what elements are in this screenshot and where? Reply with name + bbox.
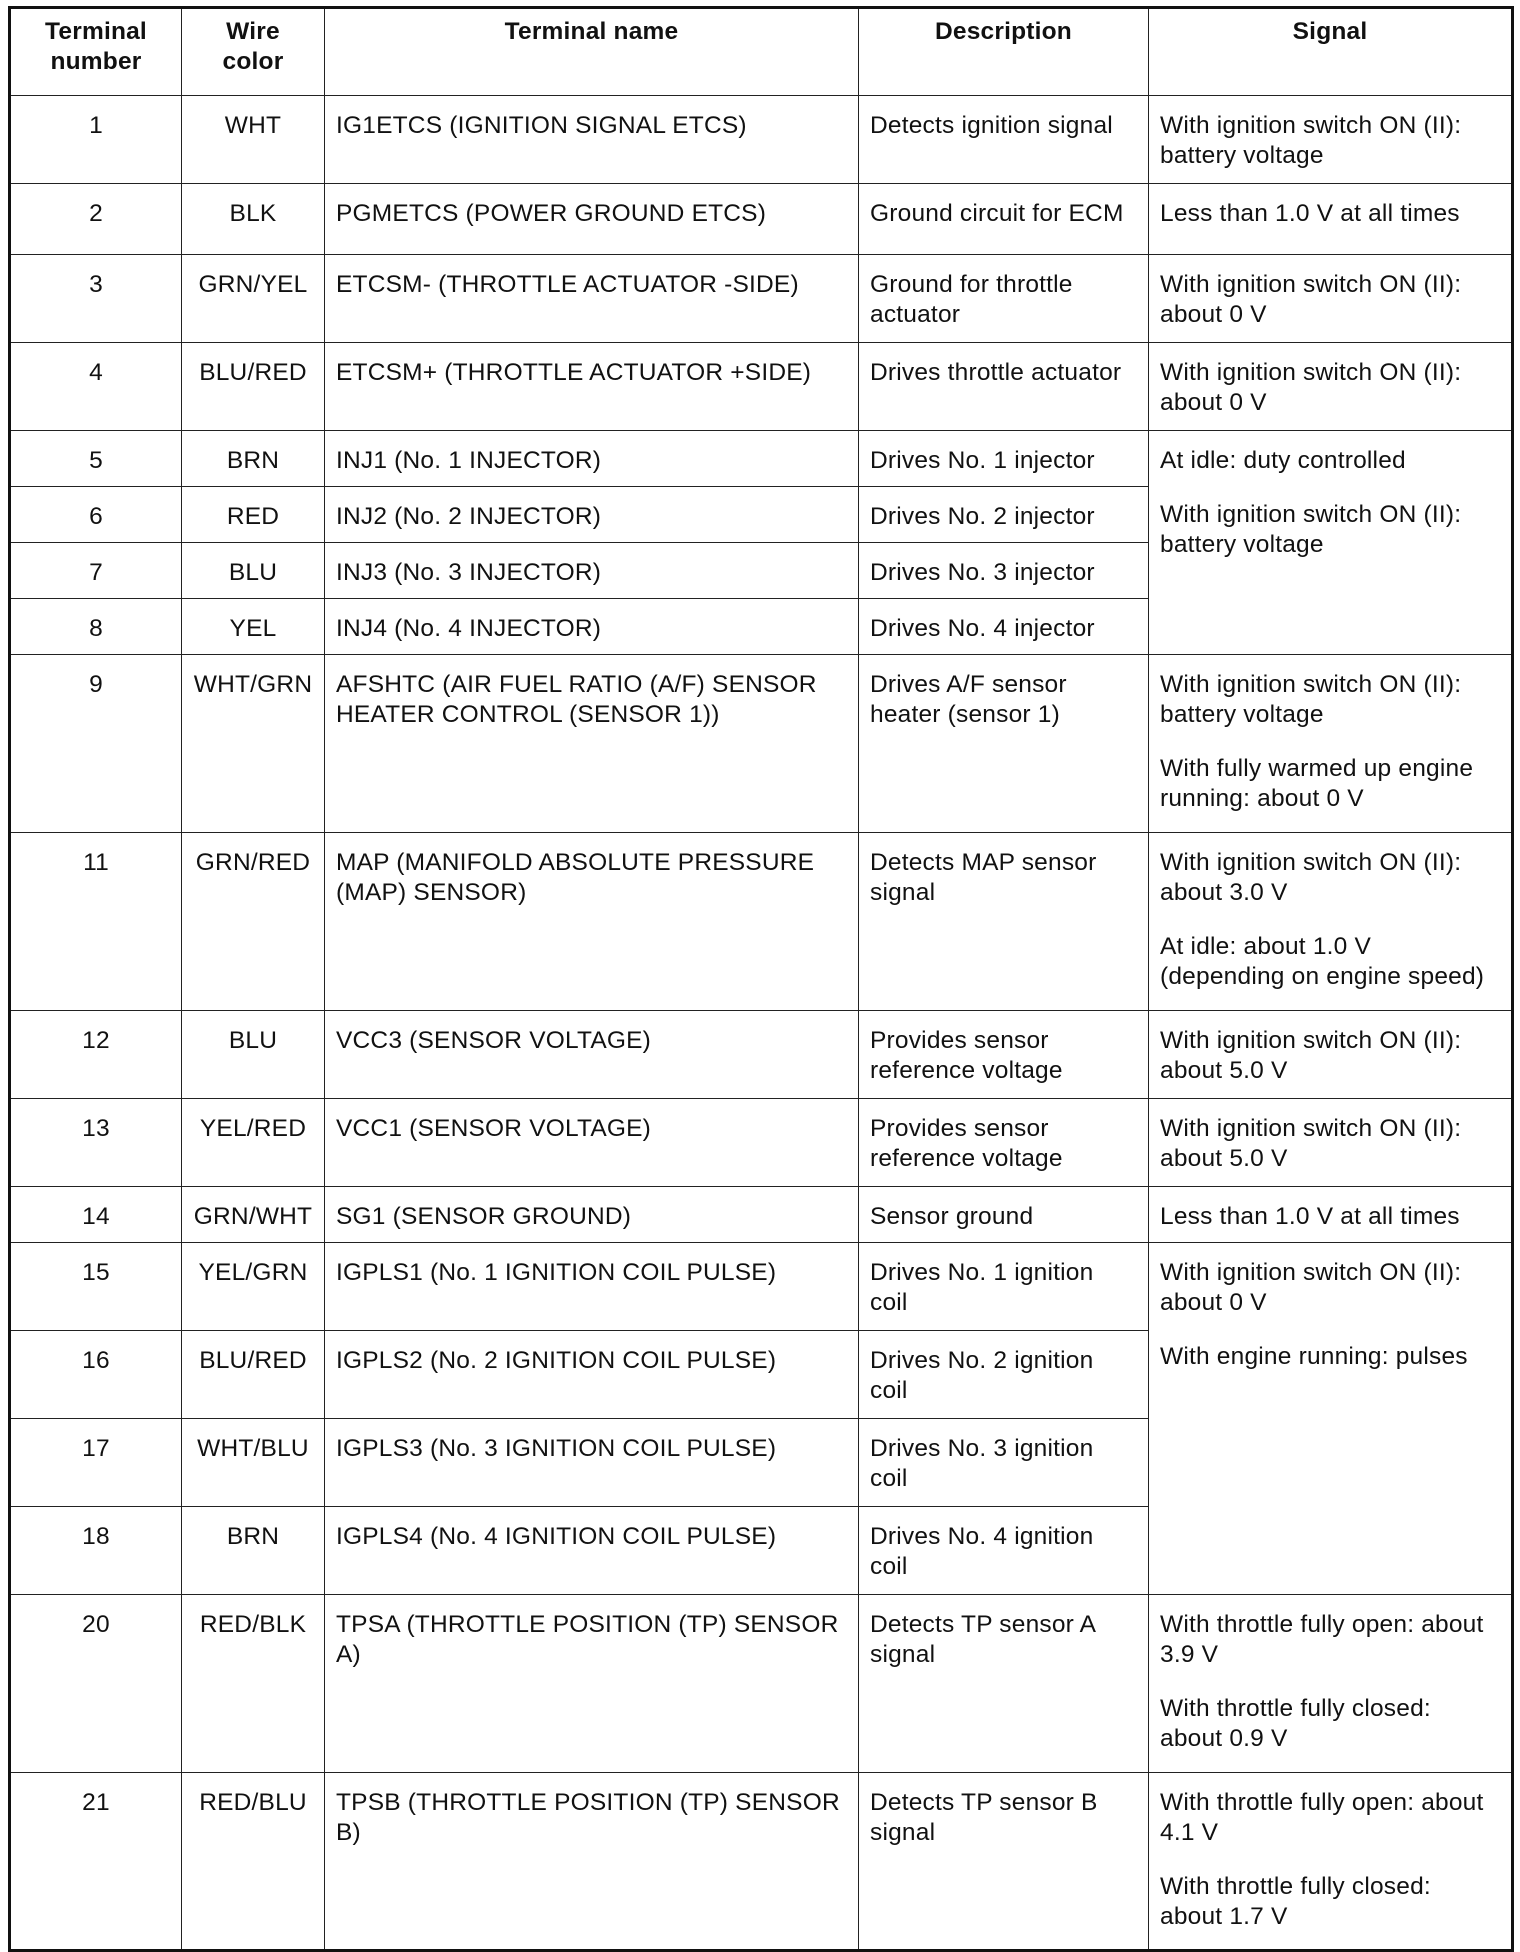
table-row [10,833,1513,1011]
terminal-number-cell: 14 [10,1187,182,1243]
description-cell: Drives No. 4 ignition coil [859,1507,1149,1595]
signal-cell [1149,1773,1513,1951]
terminal-name-cell: VCC1 (SENSOR VOLTAGE) [325,1099,859,1187]
table-row [10,184,1513,255]
table-row [10,96,1513,184]
description-cell: Provides sensor reference voltage [859,1011,1149,1099]
signal-cell [1149,96,1513,184]
signal-cell [1149,833,1513,1011]
signal-cell [1149,255,1513,343]
wire-color-cell: YEL/RED [182,1099,325,1187]
signal-cell [1149,1099,1513,1187]
description-cell: Detects TP sensor A signal [859,1595,1149,1773]
description-cell: Drives No. 2 ignition coil [859,1331,1149,1419]
description-cell: Drives No. 3 injector [859,543,1149,599]
signal-line: With ignition switch ON (II): about 5.0 V [1160,1027,1462,1084]
signal-line: At idle: about 1.0 V (depending on engine speed) [1160,933,1485,990]
terminal-number-cell: 5 [10,431,182,487]
header-terminal-name: Terminal name [325,8,859,96]
terminal-name-cell: PGMETCS (POWER GROUND ETCS) [325,184,859,255]
terminal-number-cell: 3 [10,255,182,343]
signal-cell [1149,184,1513,255]
table-row [10,343,1513,431]
wire-color-cell: RED/BLU [182,1773,325,1951]
terminal-name-cell: IGPLS3 (No. 3 IGNITION COIL PULSE) [325,1419,859,1507]
description-cell: Drives No. 3 ignition coil [859,1419,1149,1507]
header-signal: Signal [1149,8,1513,96]
wire-color-cell: GRN/RED [182,833,325,1011]
wire-color-cell: BLK [182,184,325,255]
terminal-name-cell: INJ4 (No. 4 INJECTOR) [325,599,859,655]
wire-color-cell: BLU/RED [182,343,325,431]
terminal-number-cell: 12 [10,1011,182,1099]
table-row [10,1773,1513,1951]
table-row [10,255,1513,343]
terminal-number-cell: 7 [10,543,182,599]
wire-color-cell: YEL/GRN [182,1243,325,1331]
table-body [10,96,1513,1951]
header-terminal-number: Terminal number [10,8,182,96]
terminal-number-cell: 9 [10,655,182,833]
wire-color-cell: WHT/BLU [182,1419,325,1507]
signal-cell [1149,1011,1513,1099]
terminal-number-cell: 8 [10,599,182,655]
description-cell: Drives No. 1 injector [859,431,1149,487]
signal-line: With ignition switch ON (II): battery voltage [1160,112,1462,169]
terminal-name-cell: IGPLS1 (No. 1 IGNITION COIL PULSE) [325,1243,859,1331]
wire-color-cell: GRN/WHT [182,1187,325,1243]
terminal-number-cell: 13 [10,1099,182,1187]
terminal-number-cell: 4 [10,343,182,431]
table-row [10,655,1513,833]
terminal-number-cell: 17 [10,1419,182,1507]
terminal-number-cell: 11 [10,833,182,1011]
signal-line: At idle: duty controlled [1160,447,1406,474]
terminal-name-cell: IGPLS4 (No. 4 IGNITION COIL PULSE) [325,1507,859,1595]
description-cell: Drives No. 2 injector [859,487,1149,543]
signal-line: With ignition switch ON (II): about 0 V [1160,1259,1462,1316]
signal-line: With throttle fully closed: about 0.9 V [1160,1695,1431,1752]
table-row [10,1187,1513,1243]
terminal-name-cell: IG1ETCS (IGNITION SIGNAL ETCS) [325,96,859,184]
terminal-number-cell: 16 [10,1331,182,1419]
signal-line: With ignition switch ON (II): about 3.0 V [1160,849,1462,906]
wire-color-cell: BLU [182,543,325,599]
table-row [10,431,1513,487]
terminal-name-cell: MAP (MANIFOLD ABSOLUTE PRESSURE (MAP) SENSOR) [325,833,859,1011]
description-cell: Detects MAP sensor signal [859,833,1149,1011]
header-row [10,8,1513,96]
terminal-number-cell: 21 [10,1773,182,1951]
terminal-number-cell: 20 [10,1595,182,1773]
table-row [10,1595,1513,1773]
signal-cell [1149,1595,1513,1773]
table-row [10,1011,1513,1099]
wire-color-cell: WHT/GRN [182,655,325,833]
terminal-number-cell: 15 [10,1243,182,1331]
terminal-name-cell: ETCSM+ (THROTTLE ACTUATOR +SIDE) [325,343,859,431]
description-cell: Sensor ground [859,1187,1149,1243]
signal-line: With fully warmed up engine running: about 0 V [1160,755,1474,812]
header-description: Description [859,8,1149,96]
signal-line: With throttle fully open: about 4.1 V [1160,1789,1484,1846]
signal-cell [1149,343,1513,431]
terminal-name-cell: INJ1 (No. 1 INJECTOR) [325,431,859,487]
wire-color-cell: BLU [182,1011,325,1099]
signal-line: With engine running: pulses [1160,1343,1468,1370]
description-cell: Drives A/F sensor heater (sensor 1) [859,655,1149,833]
terminal-name-cell: ETCSM- (THROTTLE ACTUATOR -SIDE) [325,255,859,343]
signal-line: With throttle fully closed: about 1.7 V [1160,1873,1431,1930]
wire-color-cell: YEL [182,599,325,655]
table-header [10,8,1513,96]
description-cell: Drives throttle actuator [859,343,1149,431]
signal-cell [1149,1243,1513,1595]
terminal-name-cell: SG1 (SENSOR GROUND) [325,1187,859,1243]
terminal-table [8,6,1514,1952]
terminal-number-cell: 2 [10,184,182,255]
wire-color-cell: BRN [182,431,325,487]
wire-color-cell: BLU/RED [182,1331,325,1419]
signal-line: With ignition switch ON (II): about 5.0 V [1160,1115,1462,1172]
description-cell: Detects ignition signal [859,96,1149,184]
terminal-name-cell: TPSA (THROTTLE POSITION (TP) SENSOR A) [325,1595,859,1773]
signal-cell [1149,431,1513,655]
terminal-name-cell: INJ2 (No. 2 INJECTOR) [325,487,859,543]
terminal-number-cell: 18 [10,1507,182,1595]
terminal-name-cell: VCC3 (SENSOR VOLTAGE) [325,1011,859,1099]
wire-color-cell: RED/BLK [182,1595,325,1773]
wire-color-cell: GRN/YEL [182,255,325,343]
description-cell: Ground for throttle actuator [859,255,1149,343]
header-wire-color: Wire color [182,8,325,96]
description-cell: Provides sensor reference voltage [859,1099,1149,1187]
signal-line: Less than 1.0 V at all times [1160,200,1460,227]
terminal-name-cell: TPSB (THROTTLE POSITION (TP) SENSOR B) [325,1773,859,1951]
signal-cell [1149,1187,1513,1243]
description-cell: Drives No. 1 ignition coil [859,1243,1149,1331]
description-cell: Detects TP sensor B signal [859,1773,1149,1951]
signal-cell [1149,655,1513,833]
terminal-name-cell: AFSHTC (AIR FUEL RATIO (A/F) SENSOR HEATER CONTROL (SENSOR 1)) [325,655,859,833]
table-row [10,1243,1513,1331]
signal-line: With ignition switch ON (II): battery voltage [1160,671,1462,728]
description-cell: Ground circuit for ECM [859,184,1149,255]
signal-line: Less than 1.0 V at all times [1160,1203,1460,1230]
signal-line: With ignition switch ON (II): about 0 V [1160,271,1462,328]
wire-color-cell: WHT [182,96,325,184]
signal-line: With ignition switch ON (II): about 0 V [1160,359,1462,416]
table-row [10,1099,1513,1187]
signal-line: With throttle fully open: about 3.9 V [1160,1611,1484,1668]
terminal-number-cell: 6 [10,487,182,543]
description-cell: Drives No. 4 injector [859,599,1149,655]
terminal-name-cell: INJ3 (No. 3 INJECTOR) [325,543,859,599]
terminal-name-cell: IGPLS2 (No. 2 IGNITION COIL PULSE) [325,1331,859,1419]
terminal-number-cell: 1 [10,96,182,184]
wire-color-cell: BRN [182,1507,325,1595]
wire-color-cell: RED [182,487,325,543]
signal-line: With ignition switch ON (II): battery voltage [1160,501,1462,558]
